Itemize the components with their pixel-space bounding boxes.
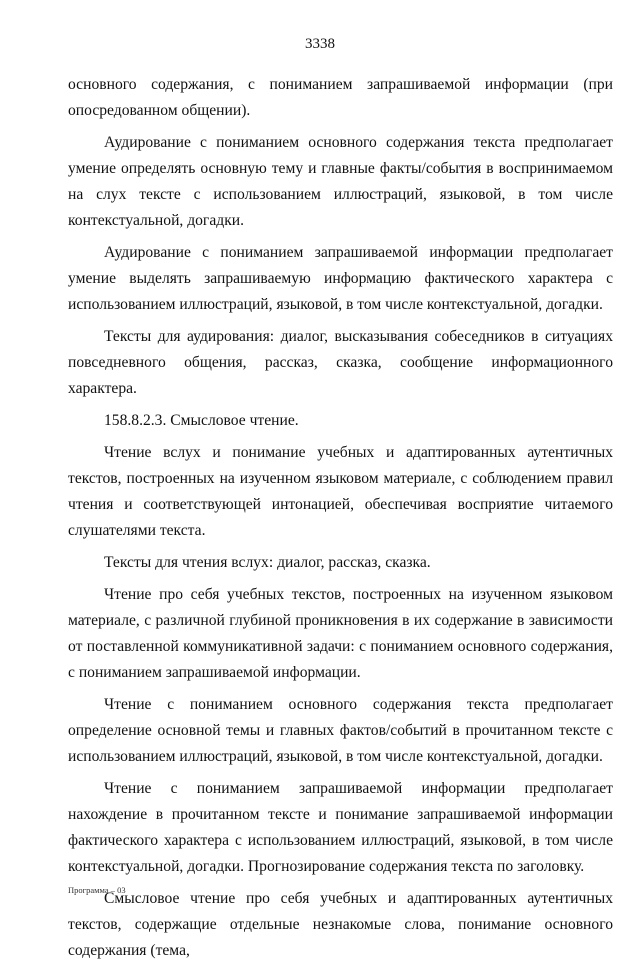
page-number: 3338: [305, 36, 335, 52]
footer-label: Программа – 03: [68, 885, 126, 895]
document-body: [68, 72, 613, 970]
paragraph: Чтение с пониманием запрашиваемой информации предполагает нахождение в прочитанном тексте и понимание запрашиваемой информации фактического характера с использованием иллюстраций, языковой, в том числе контекстуальной, догадки. Прогнозирование содержания текста по заголовку.: [68, 780, 613, 875]
paragraph-continuation: основного содержания, с пониманием запрашиваемой информации (при опосредованном общении).: [68, 76, 613, 119]
paragraph: Тексты для чтения вслух: диалог, рассказ, сказка.: [104, 554, 431, 571]
section-heading: 158.8.2.3. Смысловое чтение.: [104, 412, 299, 429]
paragraph: Чтение про себя учебных текстов, построенных на изученном языковом материале, с различной глубиной проникновения в их содержание в зависимости от поставленной коммуникативной задачи: с пониманием основного содержания, с пониманием запрашиваемой информации.: [68, 586, 613, 681]
paragraph: Чтение с пониманием основного содержания текста предполагает определение основной темы и главных фактов/событий в прочитанном тексте с использованием иллюстраций, языковой, в том числе контекстуальной, догадки.: [68, 696, 613, 765]
paragraph: Аудирование с пониманием запрашиваемой информации предполагает умение выделять запрашиваемую информацию фактического характера с использованием иллюстраций, языковой, в том числе контекстуальной, догадки.: [68, 244, 613, 313]
paragraph: Аудирование с пониманием основного содержания текста предполагает умение определять основную тему и главные факты/события в воспринимаемом на слух тексте с использованием иллюстраций, языковой, в том числе контекстуальной, догадки.: [68, 134, 613, 229]
paragraph: Смысловое чтение про себя учебных и адаптированных аутентичных текстов, содержащие отдельные незнакомые слова, понимание основного содержания (тема,: [68, 890, 613, 959]
paragraph: Тексты для аудирования: диалог, высказывания собеседников в ситуациях повседневного общения, рассказ, сказка, сообщение информационного характера.: [68, 328, 613, 397]
paragraph: Чтение вслух и понимание учебных и адаптированных аутентичных текстов, построенных на изученном языковом материале, с соблюдением правил чтения и соответствующей интонацией, обеспечивая восприятие читаемого слушателями текста.: [68, 444, 613, 539]
